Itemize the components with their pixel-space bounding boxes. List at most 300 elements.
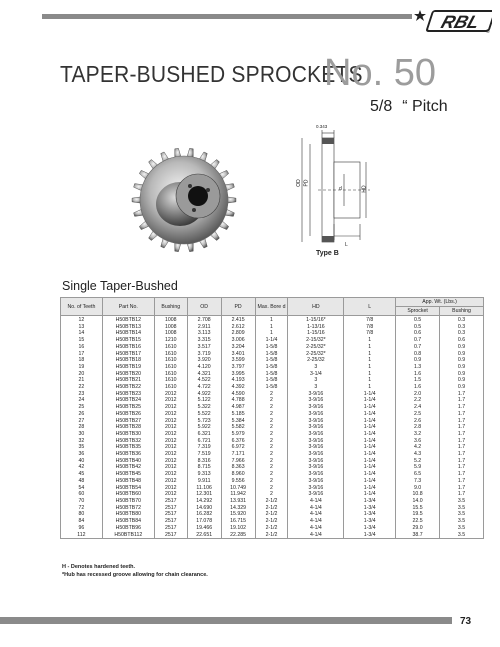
table-cell: 54 <box>61 485 103 492</box>
table-cell: 1.7 <box>440 438 484 445</box>
table-cell: 6.321 <box>187 431 221 438</box>
table-cell: 84 <box>61 518 103 525</box>
table-cell: 27 <box>61 418 103 425</box>
hardened-note: H - Denotes hardened teeth. <box>62 564 136 570</box>
table-cell: H50BTB48 <box>102 478 154 485</box>
header-teeth: No. of Teeth <box>61 298 103 316</box>
table-cell: 2.911 <box>187 324 221 331</box>
table-cell: 26 <box>61 411 103 418</box>
table-cell: 2 <box>255 404 288 411</box>
table-cell: 3.599 <box>221 357 255 364</box>
table-cell: 2012 <box>154 491 187 498</box>
table-cell: 5.922 <box>187 424 221 431</box>
table-cell: 7.3 <box>396 478 440 485</box>
pitch-label <box>370 98 448 116</box>
table-cell: 1610 <box>154 377 187 384</box>
table-cell: 24 <box>61 397 103 404</box>
table-cell: 15 <box>61 337 103 344</box>
table-cell: 2012 <box>154 478 187 485</box>
table-cell: 1 <box>344 377 396 384</box>
table-cell: H50BTB15 <box>102 337 154 344</box>
table-cell: 3.204 <box>221 344 255 351</box>
table-cell: 0.9 <box>440 371 484 378</box>
table-cell: 2-1/2 <box>255 525 288 532</box>
table-cell: 1-5/8 <box>255 357 288 364</box>
table-cell: 0.5 <box>396 316 440 324</box>
table-row <box>61 464 484 471</box>
table-cell: 2517 <box>154 518 187 525</box>
table-cell: H50BTB20 <box>102 371 154 378</box>
table-cell: 1-5/8 <box>255 364 288 371</box>
header-max-bore: Max. Bore d <box>255 298 288 316</box>
table-cell: 1-1/4 <box>344 471 396 478</box>
table-cell: 3-9/16 <box>288 404 344 411</box>
table-cell: 3.920 <box>187 357 221 364</box>
table-cell: 4.922 <box>187 391 221 398</box>
table-cell: 3.995 <box>221 371 255 378</box>
table-cell: 2012 <box>154 458 187 465</box>
table-cell: 5.122 <box>187 397 221 404</box>
table-cell: 3-9/16 <box>288 444 344 451</box>
table-cell: 4.590 <box>221 391 255 398</box>
table-cell: 1.7 <box>440 464 484 471</box>
table-cell: 1-13/16 <box>288 324 344 331</box>
table-cell: 1.6 <box>396 384 440 391</box>
hd-label: HD <box>361 185 368 193</box>
table-cell: 0.3 <box>440 330 484 337</box>
table-cell: 1.7 <box>440 424 484 431</box>
table-cell: 0.5 <box>396 324 440 331</box>
table-row <box>61 316 484 324</box>
table-cell: 3-9/16 <box>288 411 344 418</box>
table-cell: 40 <box>61 458 103 465</box>
table-cell: 2 <box>255 485 288 492</box>
header-part: Part No. <box>102 298 154 316</box>
table-cell: 3.5 <box>440 505 484 512</box>
table-cell: 4.3 <box>396 451 440 458</box>
table-cell: 4.722 <box>187 384 221 391</box>
table-cell: 2 <box>255 431 288 438</box>
table-cell: 0.6 <box>396 330 440 337</box>
table-cell: 19.102 <box>221 525 255 532</box>
table-cell: 8.960 <box>221 471 255 478</box>
table-cell: 2-1/2 <box>255 498 288 505</box>
table-cell: 12.301 <box>187 491 221 498</box>
table-cell: 7/8 <box>344 316 396 324</box>
table-cell: 48 <box>61 478 103 485</box>
hub-note: *Hub has recessed groove allowing for chain clearance. <box>62 571 208 578</box>
l-label: L <box>345 242 348 248</box>
table-row <box>61 491 484 498</box>
table-cell: H50BTB17 <box>102 351 154 358</box>
table-cell: 38.7 <box>396 532 440 539</box>
table-cell: 1210 <box>154 337 187 344</box>
table-cell: 1610 <box>154 384 187 391</box>
table-cell: 7.519 <box>187 451 221 458</box>
chain-number: No. 50 <box>324 52 436 94</box>
table-cell: 1.7 <box>440 397 484 404</box>
table-cell: 1-3/4 <box>344 518 396 525</box>
table-cell: H50BTB27 <box>102 418 154 425</box>
table-row <box>61 418 484 425</box>
table-cell: 2012 <box>154 404 187 411</box>
table-cell: 2 <box>255 424 288 431</box>
table-cell: 1.7 <box>440 478 484 485</box>
dimension-label: 0.343 <box>316 124 328 129</box>
table-cell: 2012 <box>154 411 187 418</box>
table-cell: 2 <box>255 397 288 404</box>
table-row <box>61 451 484 458</box>
table-cell: 2517 <box>154 525 187 532</box>
table-cell: 0.9 <box>440 357 484 364</box>
table-cell: 3 <box>288 364 344 371</box>
table-cell: 5.979 <box>221 431 255 438</box>
table-cell: 3-9/16 <box>288 478 344 485</box>
table-cell: 1610 <box>154 351 187 358</box>
table-cell: 0.9 <box>440 364 484 371</box>
table-row <box>61 324 484 331</box>
header-hd: HD <box>288 298 344 316</box>
table-cell: 1.7 <box>440 485 484 492</box>
table-cell: H50BTB96 <box>102 525 154 532</box>
sprocket-spec-table <box>60 297 484 539</box>
table-cell: 6.376 <box>221 438 255 445</box>
table-cell: 1.7 <box>440 471 484 478</box>
table-cell: 1610 <box>154 364 187 371</box>
table-cell: 1.7 <box>440 411 484 418</box>
table-cell: 25 <box>61 404 103 411</box>
table-row <box>61 424 484 431</box>
table-cell: 45 <box>61 471 103 478</box>
table-cell: 1-3/4 <box>344 505 396 512</box>
table-cell: 7.319 <box>187 444 221 451</box>
table-cell: 9.556 <box>221 478 255 485</box>
table-cell: 2.708 <box>187 316 221 324</box>
table-cell: 1.7 <box>440 391 484 398</box>
table-cell: 5.185 <box>221 411 255 418</box>
table-cell: 1-1/4 <box>344 411 396 418</box>
table-cell: 35 <box>61 444 103 451</box>
table-cell: 20 <box>61 371 103 378</box>
table-cell: 0.8 <box>396 351 440 358</box>
table-cell: 2-1/2 <box>255 518 288 525</box>
table-cell: 5.9 <box>396 464 440 471</box>
table-row <box>61 337 484 344</box>
pitch-unit: “ Pitch <box>402 98 448 115</box>
table-row <box>61 411 484 418</box>
table-cell: 3.006 <box>221 337 255 344</box>
table-cell: 60 <box>61 491 103 498</box>
table-cell: H50BTB80 <box>102 511 154 518</box>
table-cell: H50BTB12 <box>102 316 154 324</box>
table-cell: H50BTB40 <box>102 458 154 465</box>
svg-text:RBL: RBL <box>438 11 483 32</box>
table-cell: 9.0 <box>396 485 440 492</box>
table-cell: 1-15/16 <box>288 330 344 337</box>
table-cell: 12 <box>61 316 103 324</box>
table-cell: 16.282 <box>187 511 221 518</box>
table-row <box>61 397 484 404</box>
table-cell: 0.7 <box>396 344 440 351</box>
table-row <box>61 518 484 525</box>
table-cell: 3-9/16 <box>288 391 344 398</box>
table-cell: 1-5/8 <box>255 351 288 358</box>
table-cell: 0.9 <box>440 377 484 384</box>
table-cell: 1-1/4 <box>344 478 396 485</box>
table-cell: 2 <box>255 418 288 425</box>
table-cell: 1-5/8 <box>255 384 288 391</box>
table-cell: 2-15/32* <box>288 337 344 344</box>
table-cell: 1-1/4 <box>344 464 396 471</box>
table-cell: 2517 <box>154 511 187 518</box>
table-cell: H50BTB30 <box>102 431 154 438</box>
pitch-value: 5/8 <box>370 98 393 115</box>
table-cell: 2 <box>255 471 288 478</box>
table-cell: 1-1/4 <box>344 424 396 431</box>
table-cell: 7.966 <box>221 458 255 465</box>
header-l: L <box>344 298 396 316</box>
table-cell: 19.5 <box>396 511 440 518</box>
table-cell: 1.7 <box>440 431 484 438</box>
table-cell: 1.7 <box>440 451 484 458</box>
table-cell: 22 <box>61 384 103 391</box>
table-row <box>61 431 484 438</box>
table-cell: 14.292 <box>187 498 221 505</box>
table-cell: 6.5 <box>396 471 440 478</box>
table-cell: H50BTB16 <box>102 344 154 351</box>
table-cell: 1-3/4 <box>344 525 396 532</box>
table-cell: 4.788 <box>221 397 255 404</box>
table-cell: 2 <box>255 444 288 451</box>
table-cell: 5.522 <box>187 411 221 418</box>
table-row <box>61 351 484 358</box>
table-cell: 5.723 <box>187 418 221 425</box>
table-cell: 2 <box>255 464 288 471</box>
table-cell: 2012 <box>154 424 187 431</box>
table-cell: 3-1/4 <box>288 371 344 378</box>
table-cell: 2.809 <box>221 330 255 337</box>
table-cell: 1610 <box>154 371 187 378</box>
table-cell: 1-15/16* <box>288 316 344 324</box>
table-cell: 1 <box>255 330 288 337</box>
table-cell: H50BTB21 <box>102 377 154 384</box>
table-cell: 5.384 <box>221 418 255 425</box>
table-cell: 2012 <box>154 471 187 478</box>
table-cell: H50BTB28 <box>102 424 154 431</box>
table-cell: 2 <box>255 458 288 465</box>
table-cell: H50BTB22 <box>102 384 154 391</box>
table-cell: 42 <box>61 464 103 471</box>
table-row <box>61 377 484 384</box>
table-cell: 3.315 <box>187 337 221 344</box>
table-cell: 11.942 <box>221 491 255 498</box>
table-cell: 3-9/16 <box>288 424 344 431</box>
table-row <box>61 485 484 492</box>
table-cell: 1 <box>255 324 288 331</box>
table-cell: 2.8 <box>396 424 440 431</box>
table-cell: 4.193 <box>221 377 255 384</box>
table-row <box>61 391 484 398</box>
table-cell: 0.7 <box>396 337 440 344</box>
table-cell: H50BTB18 <box>102 357 154 364</box>
table-cell: 1 <box>344 351 396 358</box>
table-cell: 19.466 <box>187 525 221 532</box>
table-cell: H50BTB26 <box>102 411 154 418</box>
table-cell: 96 <box>61 525 103 532</box>
table-cell: 15.920 <box>221 511 255 518</box>
page-number: 73 <box>460 616 472 627</box>
table-cell: 13.931 <box>221 498 255 505</box>
table-cell: 36 <box>61 451 103 458</box>
table-cell: 3.6 <box>396 438 440 445</box>
table-cell: 3.5 <box>440 532 484 539</box>
table-cell: 1-1/4 <box>344 418 396 425</box>
table-cell: 1-1/4 <box>344 404 396 411</box>
table-row <box>61 384 484 391</box>
table-cell: 10.749 <box>221 485 255 492</box>
table-cell: 0.6 <box>440 337 484 344</box>
table-cell: 1 <box>344 357 396 364</box>
table-cell: 1 <box>344 371 396 378</box>
table-cell: 2517 <box>154 498 187 505</box>
table-cell: 4.522 <box>187 377 221 384</box>
top-rule <box>42 14 412 19</box>
table-cell: 3-9/16 <box>288 431 344 438</box>
table-cell: 2-1/2 <box>255 532 288 539</box>
table-cell: 14.690 <box>187 505 221 512</box>
table-cell: 4-1/4 <box>288 532 344 539</box>
type-b-diagram <box>278 124 378 262</box>
table-cell: 6.721 <box>187 438 221 445</box>
table-cell: 1-1/4 <box>344 485 396 492</box>
table-cell: 1610 <box>154 344 187 351</box>
table-cell: 3.719 <box>187 351 221 358</box>
table-cell: 1-1/4 <box>344 397 396 404</box>
table-cell: 2517 <box>154 505 187 512</box>
header-pd: PD <box>221 298 255 316</box>
table-cell: 4.120 <box>187 364 221 371</box>
table-row <box>61 438 484 445</box>
table-row <box>61 478 484 485</box>
table-cell: 3.2 <box>396 431 440 438</box>
table-row <box>61 444 484 451</box>
table-cell: 0.9 <box>440 344 484 351</box>
table-cell: 1.3 <box>396 364 440 371</box>
table-cell: 2012 <box>154 438 187 445</box>
table-row <box>61 511 484 518</box>
table-cell: 3-9/16 <box>288 458 344 465</box>
table-cell: 6.972 <box>221 444 255 451</box>
table-cell: 1-1/4 <box>344 391 396 398</box>
table-cell: 14 <box>61 330 103 337</box>
table-cell: 3.797 <box>221 364 255 371</box>
table-cell: 2 <box>255 491 288 498</box>
header-weight: App. Wt. (Lbs.) <box>396 298 484 307</box>
table-cell: 1-5/8 <box>255 344 288 351</box>
table-cell: 1610 <box>154 357 187 364</box>
table-cell: H50BTB72 <box>102 505 154 512</box>
table-cell: 3-9/16 <box>288 438 344 445</box>
table-cell: 3.5 <box>440 518 484 525</box>
table-cell: 22.285 <box>221 532 255 539</box>
table-cell: 1.5 <box>396 377 440 384</box>
table-cell: 4.2 <box>396 444 440 451</box>
table-cell: 1-3/4 <box>344 511 396 518</box>
table-cell: 2012 <box>154 391 187 398</box>
table-cell: 0.3 <box>440 316 484 324</box>
table-row <box>61 471 484 478</box>
bore-label: d <box>339 186 342 192</box>
table-cell: 29.0 <box>396 525 440 532</box>
table-cell: H50BTB25 <box>102 404 154 411</box>
table-cell: 1 <box>344 344 396 351</box>
table-cell: 1.7 <box>440 491 484 498</box>
table-cell: 2012 <box>154 485 187 492</box>
table-cell: 3.5 <box>440 525 484 532</box>
table-cell: 1-5/8 <box>255 371 288 378</box>
table-cell: 1-3/4 <box>344 532 396 539</box>
table-cell: 4-1/4 <box>288 498 344 505</box>
table-cell: H50BTB14 <box>102 330 154 337</box>
table-cell: 2.612 <box>221 324 255 331</box>
table-cell: 2 <box>255 451 288 458</box>
table-row <box>61 344 484 351</box>
table-cell: 3 <box>288 377 344 384</box>
table-cell: 3.401 <box>221 351 255 358</box>
table-cell: 2-25/32* <box>288 344 344 351</box>
table-cell: 112 <box>61 532 103 539</box>
rbl-logo <box>414 8 492 34</box>
table-cell: 15.5 <box>396 505 440 512</box>
table-cell: H50BTB36 <box>102 451 154 458</box>
table-cell: 1.6 <box>396 371 440 378</box>
table-cell: 1-1/4 <box>344 458 396 465</box>
table-cell: 5.582 <box>221 424 255 431</box>
table-cell: 3-9/16 <box>288 397 344 404</box>
table-cell: 23 <box>61 391 103 398</box>
table-cell: H50BTB32 <box>102 438 154 445</box>
table-cell: 3-9/16 <box>288 418 344 425</box>
table-cell: 2-1/2 <box>255 505 288 512</box>
header-bushing-weight: Bushing <box>440 307 484 316</box>
table-cell: 3-9/16 <box>288 451 344 458</box>
table-cell: 3.113 <box>187 330 221 337</box>
table-cell: 1.7 <box>440 458 484 465</box>
table-cell: 0.9 <box>396 357 440 364</box>
table-cell: 1.7 <box>440 444 484 451</box>
section-title: Single Taper-Bushed <box>62 279 178 293</box>
table-cell: H50BTB35 <box>102 444 154 451</box>
table-cell: 2012 <box>154 418 187 425</box>
table-cell: 2-25/32 <box>288 357 344 364</box>
table-cell: 0.3 <box>440 324 484 331</box>
svg-text:®: ® <box>486 29 490 34</box>
table-cell: 2.6 <box>396 418 440 425</box>
table-cell: 2 <box>255 438 288 445</box>
table-cell: 4-1/4 <box>288 511 344 518</box>
notes <box>62 564 208 579</box>
table-row <box>61 458 484 465</box>
table-cell: 14.329 <box>221 505 255 512</box>
table-cell: 10.8 <box>396 491 440 498</box>
table-cell: 80 <box>61 511 103 518</box>
table-cell: 1.7 <box>440 418 484 425</box>
table-cell: H50BTB54 <box>102 485 154 492</box>
table-cell: 4-1/4 <box>288 525 344 532</box>
table-row <box>61 532 484 539</box>
table-cell: 2012 <box>154 397 187 404</box>
table-cell: 11.106 <box>187 485 221 492</box>
